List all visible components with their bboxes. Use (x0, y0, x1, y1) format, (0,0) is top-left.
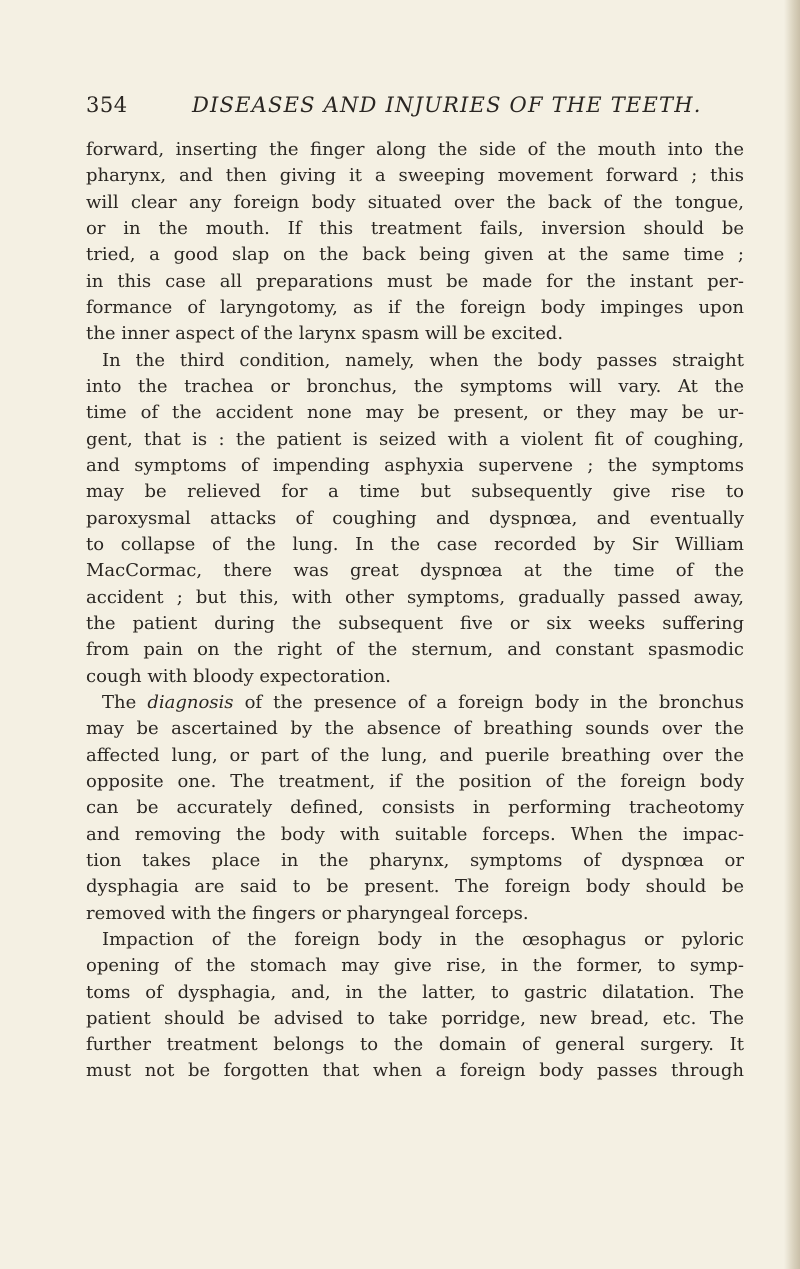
text-line: affected lung, or part of the lung, and puerile breathing over the (86, 744, 744, 766)
text-line: into the trachea or bronchus, the symptoms will vary. At the (86, 375, 744, 397)
text-line: time of the accident none may be present, or they may be ur- (86, 402, 744, 424)
text-line: or in the mouth. If this treatment fails, inversion should be (86, 217, 744, 239)
text-line: MacCormac, there was great dyspnœa at the time of the (86, 560, 744, 582)
page-number: 354 (86, 93, 128, 117)
paragraph-first-line: In the third condition, namely, when the body passes straight (102, 349, 744, 371)
italic-term: diagnosis (147, 691, 234, 713)
page-edge-shadow (784, 0, 800, 1269)
paragraph-first-line: Impaction of the foreign body in the œsophagus or pyloric (102, 928, 744, 950)
text-line: removed with the fingers or pharyngeal forceps. (86, 902, 529, 924)
text-line: may be ascertained by the absence of breathing sounds over the (86, 718, 744, 740)
text-line: and symptoms of impending asphyxia supervene ; the symptoms (86, 454, 744, 476)
text-line: in this case all preparations must be made for the instant per- (86, 270, 744, 292)
text-line: accident ; but this, with other symptoms, gradually passed away, (86, 586, 744, 608)
body-text (86, 137, 744, 1085)
paragraph-first-line (86, 690, 744, 716)
text-line: the inner aspect of the larynx spasm will be excited. (86, 323, 564, 345)
text-line: pharynx, and then giving it a sweeping movement forward ; this (86, 165, 744, 187)
text-line: may be relieved for a time but subsequently give rise to (86, 481, 744, 503)
text-line: paroxysmal attacks of coughing and dyspnœa, and eventually (86, 507, 744, 529)
text-line: forward, inserting the finger along the side of the mouth into the (86, 139, 744, 160)
text-line: cough with bloody expectoration. (86, 665, 392, 687)
text-line: gent, that is : the patient is seized with a violent fit of coughing, (86, 428, 744, 450)
text-line: dysphagia are said to be present. The foreign body should be (86, 876, 744, 898)
text-line: patient should be advised to take porridge, new bread, etc. The (86, 1007, 744, 1029)
text-line: can be accurately defined, consists in performing tracheotomy (86, 797, 744, 819)
text-line: the patient during the subsequent five or six weeks suffering (86, 612, 744, 634)
text-line: toms of dysphagia, and, in the latter, to gastric dilatation. The (86, 981, 744, 1003)
text-line: and removing the body with suitable forceps. When the impac- (86, 823, 744, 845)
text-line: further treatment belongs to the domain of general surgery. It (86, 1034, 744, 1056)
text-line: tried, a good slap on the back being given at the same time ; (86, 244, 744, 266)
text-line: tion takes place in the pharynx, symptoms of dyspnœa or (86, 849, 744, 871)
running-head (86, 91, 746, 119)
text-line: opposite one. The treatment, if the position of the foreign body (86, 770, 744, 792)
text-line: opening of the stomach may give rise, in the former, to symp- (86, 955, 744, 977)
text-line: must not be forgotten that when a foreign body passes through (86, 1060, 744, 1082)
text-segment: of the presence of a foreign body in the bronchus (233, 691, 744, 713)
running-title: DISEASES AND INJURIES OF THE TEETH. (192, 93, 702, 117)
text-line: formance of laryngotomy, as if the foreign body impinges upon (86, 296, 744, 318)
text-line: from pain on the right of the sternum, and constant spasmodic (86, 639, 744, 661)
text-line: to collapse of the lung. In the case recorded by Sir William (86, 533, 744, 555)
text-segment: The (102, 691, 148, 713)
text-line: will clear any foreign body situated over the back of the tongue, (86, 191, 744, 213)
